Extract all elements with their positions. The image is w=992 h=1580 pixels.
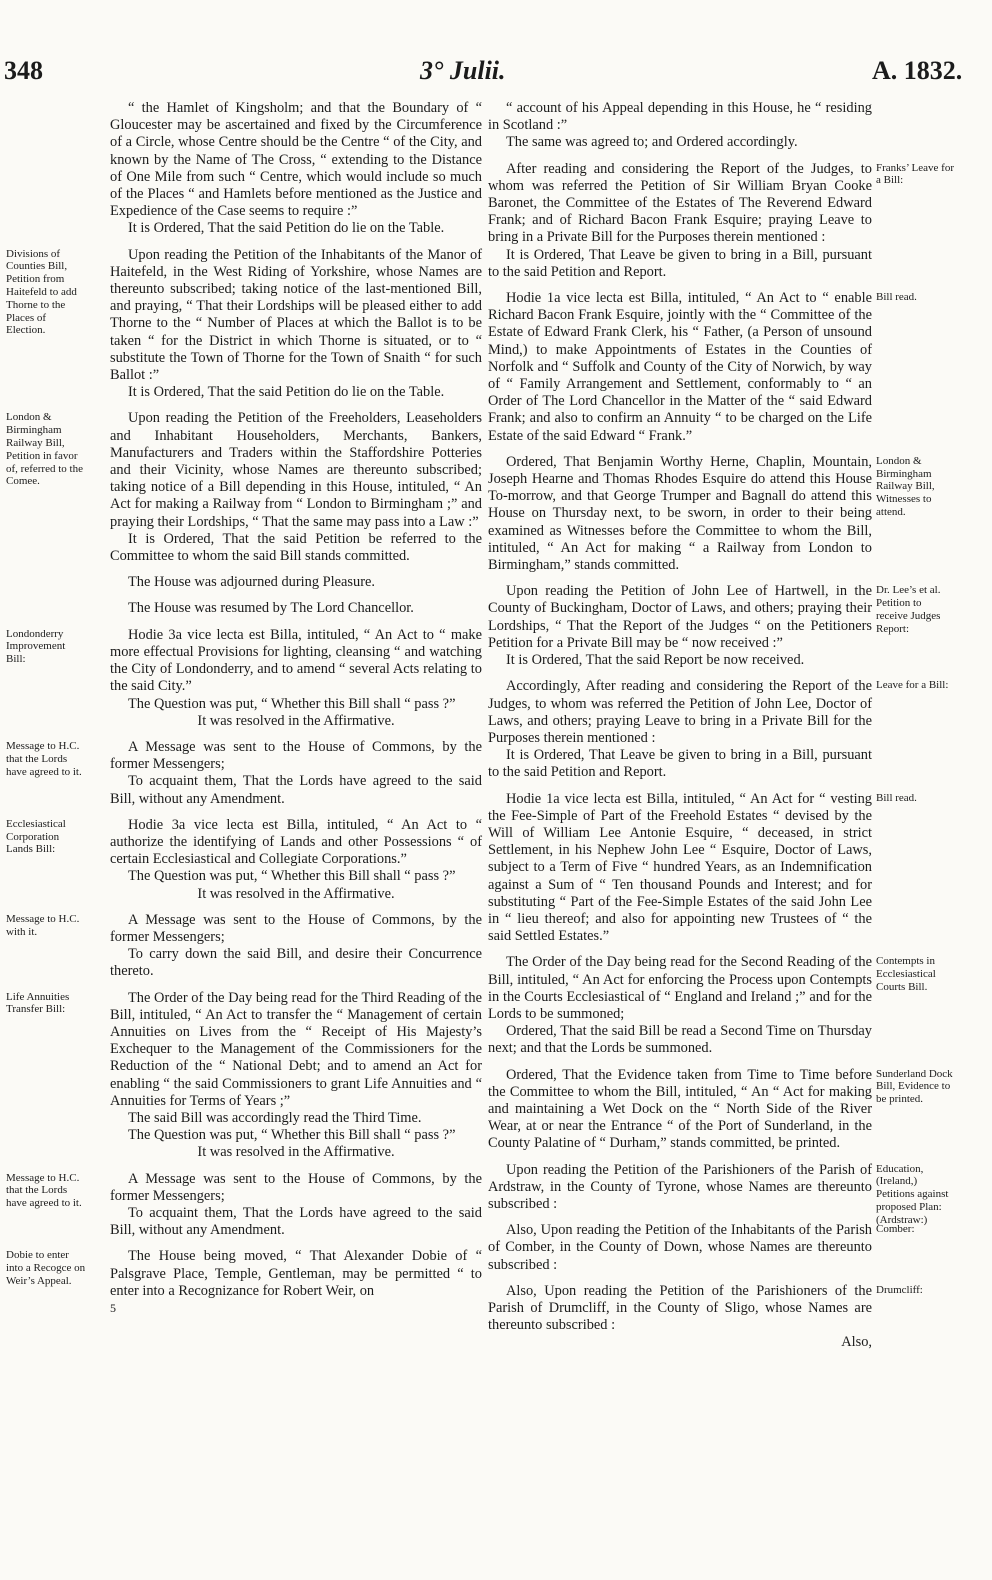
entry — [6, 626, 482, 730]
paragraph: A Message was sent to the House of Commons, by the former Messengers; — [110, 911, 482, 945]
entry — [488, 453, 935, 574]
entry — [488, 583, 941, 669]
margin-note: Life Annuities Transfer Bill: — [6, 990, 70, 1016]
entry — [6, 1170, 482, 1240]
margin-note: Leave for a Bill: — [876, 679, 949, 692]
entry — [6, 410, 482, 565]
paragraph: It was resolved in the Affirmative. — [197, 885, 395, 902]
paragraph: To acquaint them, That the Lords have agreed to the said Bill, without any Amendment. — [110, 773, 482, 807]
paragraph: Also, Upon reading the Petition of the Parishioners of the Parish of Drumcliff, in the County of Sligo, whose Names are thereunto subscribed : — [488, 1282, 872, 1334]
paragraph: The House being moved, “ That Alexander Dobie of “ Palsgrave Place, Temple, Gentleman, may be permitted “ to enter into a Recognizance for Robert Weir, on — [110, 1248, 482, 1299]
margin-note: Dobie to enter into a Recogce on Weir’s Appeal. — [6, 1249, 86, 1287]
paragraph: It is Ordered, That the said Report be now received. — [506, 652, 805, 669]
paragraph: The House was adjourned during Pleasure. — [128, 574, 375, 591]
margin-note: Drumcliff: — [876, 1283, 923, 1296]
paragraph: To acquaint them, That the Lords have agreed to the said Bill, without any Amendment. — [110, 1204, 482, 1239]
page-header — [0, 0, 992, 100]
paragraph: The Question was put, “ Whether this Bill shall “ pass ?” — [128, 868, 456, 885]
margin-note: Bill read. — [876, 791, 917, 804]
paragraph: Accordingly, After reading and considering the Report of the Judges, to whom was referred the Petition of John Lee, Doctor of Laws, and others; praying Leave to bring in a Private Bill for the Purposes therein mentioned : — [488, 678, 872, 746]
paragraph: Hodie 1a vice lecta est Billa, intituled, “ An Act for “ vesting the Fee-Simple of Part of the Freehold Estates “ devised by the Will of William Lee Antonie Esquire, “ deceased, in strict Settlement, in his Nephew John Lee “ Esquire, Doctor of Laws, subject to a Term of Five “ hundred Years, as an Indemnification against a Sum of “ Ten thousand Pounds and Interest; and for substituting “ Part of the Fee-Simple Estates of the said John Lee in “ lieu thereof; and also for appointing new Trustees of “ the said Settled Estates.” — [488, 790, 872, 945]
margin-note: Dr. Lee’s et al. Petition to receive Judges Report: — [876, 584, 941, 635]
signature-mark: 5 — [110, 1301, 116, 1315]
margin-note: London & Birmingham Railway Bill, Witnesses to attend. — [876, 454, 935, 519]
entry — [488, 1161, 949, 1226]
margin-note: Education, (Ireland,) Petitions against proposed Plan: (Ardstraw:) — [876, 1162, 949, 1226]
paragraph: A Message was sent to the House of Commons, by the former Messengers; — [110, 1170, 482, 1204]
entry — [488, 678, 949, 781]
entry — [110, 600, 482, 617]
paragraph: It is Ordered, That Leave be given to bring in a Bill, pursuant to the said Petition and Report. — [488, 246, 872, 280]
entry — [488, 1066, 953, 1153]
entry — [110, 100, 482, 238]
margin-note: Londonderry Improvement Bill: — [6, 627, 66, 666]
margin-note: Message to H.C. that the Lords have agreed to it. — [6, 1171, 82, 1210]
paragraph: “ the Hamlet of Kingsholm; and that the Boundary of “ Gloucester may be ascertained and fixed by the Circumference of a Circle, whose Centre should be the Centre “ of the City, and known by the Name of The Cross, “ extending to the Distance of One Mile from such “ Centre, which would include so much of the Places “ and Hamlets before mentioned as the Justice and Expedience of the Case seems to require :” — [110, 100, 482, 220]
entry — [488, 1282, 923, 1352]
paragraph: Hodie 3a vice lecta est Billa, intituled, “ An Act to “ authorize the identifying of Lands and other Possessions “ of certain Ecclesiastical and Collegiate Corporations.” — [110, 816, 482, 868]
margin-note: Message to H.C. that the Lords have agreed to it. — [6, 739, 82, 778]
paragraph: The Question was put, “ Whether this Bill shall “ pass ?” — [128, 1127, 456, 1144]
paragraph: Hodie 3a vice lecta est Billa, intituled, “ An Act to “ make more effectual Provisions for lighting, cleansing “ and watching the City of Londonderry, and to amend “ several Acts relating to the said City.” — [110, 626, 482, 695]
paragraph: It was resolved in the Affirmative. — [197, 712, 395, 729]
margin-note: Message to H.C. with it. — [6, 912, 80, 938]
paragraph: Upon reading the Petition of the Parishioners of the Parish of Ardstraw, in the County of Tyrone, whose Names are thereunto subscribed : — [488, 1161, 872, 1212]
paragraph: The House was resumed by The Lord Chancellor. — [128, 600, 414, 617]
left-column — [6, 100, 482, 1326]
margin-note: Franks’ Leave for a Bill: — [876, 161, 954, 187]
catchword: Also, — [841, 1334, 872, 1351]
entry — [6, 738, 482, 808]
paragraph: The Order of the Day being read for the Second Reading of the Bill, intituled, “ An Act for enforcing the Process upon Contempts in the Courts Ecclesiastical of “ England and Ireland ;” and for the Lords to be summoned; — [488, 954, 872, 1022]
margin-note: Contempts in Ecclesiastical Courts Bill. — [876, 955, 936, 993]
paragraph: The Question was put, “ Whether this Bill shall “ pass ?” — [128, 695, 456, 712]
margin-note: Sunderland Dock Bill, Evidence to be printed. — [876, 1067, 953, 1106]
entry — [488, 290, 917, 445]
paragraph: It is Ordered, That the said Petition do lie on the Table. — [128, 384, 445, 401]
right-column — [488, 100, 954, 1361]
margin-note: London & Birmingham Railway Bill, Petition in favor of, referred to the Comee. — [6, 411, 83, 488]
margin-note: Comber: — [876, 1223, 915, 1236]
entry — [488, 100, 872, 152]
paragraph: The same was agreed to; and Ordered accordingly. — [506, 134, 798, 151]
entry — [110, 574, 482, 591]
entry — [6, 989, 482, 1162]
paragraph: After reading and considering the Report of the Judges, to whom was referred the Petition of Sir William Bryan Cooke Baronet, the Committee of the Estates of The Reverend Edward Frank; and of Richard Bacon Frank Esquire; praying Leave to bring in a Private Bill for the Purposes therein mentioned : — [488, 160, 872, 246]
paragraph: Ordered, That the Evidence taken from Time to Time before the Committee to whom the Bill, intituled, “ An “ Act for making and maintaining a Wet Dock on the “ North Side of the River Wear, at or near the Entrance “ of the Port of Sunderland, in the County Palatine of “ Durham,” stands committed, be printed. — [488, 1066, 872, 1152]
entry — [6, 1248, 482, 1317]
paragraph: Upon reading the Petition of the Freeholders, Leaseholders and Inhabitant Householders, Merchants, Bankers, Manufacturers and Traders within the Staffordshire Potteries and their Vicinity, whose Names are thereunto subscribed; taking notice of a Bill depending in this House, intituled, “ An Act for making a Railway from “ London to Birmingham ;” and praying their Lordships, “ That the same may pass into a Law :” — [110, 410, 482, 530]
paragraph: Hodie 1a vice lecta est Billa, intituled, “ An Act to “ enable Richard Bacon Frank Esquire, jointly with the “ Committee of the Estate of Edward Frank Clerk, his “ Father, (a Person of unsound Mind,) to make Appointments of Estates in the Counties of Norfolk and “ Suffolk and County of the City of Norwich, by way of “ Family Arrangement and Settlement, conformably to “ an Order of The Lord Chancellor in the Matter of the “ said Edward Frank; and also to confirm an Annuity “ to be charged on the Life Estate of the said Edward “ Frank.” — [488, 290, 872, 444]
paragraph: It is Ordered, That the said Petition do lie on the Table. — [128, 220, 445, 237]
entry — [488, 790, 917, 946]
entry — [488, 1222, 915, 1274]
page-number: 348 — [4, 56, 43, 85]
page-year: A. 1832. — [872, 56, 963, 85]
entry — [6, 816, 482, 903]
paragraph: It is Ordered, That the said Petition be referred to the Committee to whom the said Bill stands committed. — [110, 530, 482, 565]
entry — [488, 160, 954, 281]
paragraph: “ account of his Appeal depending in this House, he “ residing in Scotland :” — [488, 100, 872, 134]
paragraph: Ordered, That the said Bill be read a Second Time on Thursday next; and that the Lords be summoned. — [488, 1023, 872, 1057]
entry — [6, 246, 482, 402]
paragraph: Upon reading the Petition of John Lee of Hartwell, in the County of Buckingham, Doctor of Laws, and others; praying their Lordships, “ That the Report of the Judges “ on the Petitioners Petition for a Private Bill may be “ now received :” — [488, 583, 872, 651]
paragraph: A Message was sent to the House of Commons, by the former Messengers; — [110, 738, 482, 773]
margin-note: Divisions of Counties Bill, Petition from Haitefeld to add Thorne to the Places of Election. — [6, 247, 77, 337]
paragraph: Upon reading the Petition of the Inhabitants of the Manor of Haitefeld, in the West Riding of Yorkshire, whose Names are thereunto subscribed; taking notice of the last-mentioned Bill, and praying, “ That their Lordships will be pleased either to add Thorne to the “ Number of Places at which the Ballot is to be taken “ for the District in which Thorne is situated, or to “ substitute the Town of Thorne for the Town of Snaith “ for such Ballot :” — [110, 246, 482, 384]
paragraph: It is Ordered, That Leave be given to bring in a Bill, pursuant to the said Petition and Report. — [488, 747, 872, 781]
margin-note: Bill read. — [876, 291, 917, 304]
paragraph: It was resolved in the Affirmative. — [197, 1144, 395, 1161]
entry — [6, 911, 482, 981]
paragraph: The Order of the Day being read for the Third Reading of the Bill, intituled, “ An Act to transfer the “ Management of certain Annuities on Lives from the “ Receipt of His Majesty’s Exchequer to the Management of the Commissioners for the Reduction of the “ National Debt; and to amend an Act for enabling “ the said Commissioners to grant Life Annuities and “ Annuities for Terms of Years ;” — [110, 989, 482, 1109]
paragraph: Ordered, That Benjamin Worthy Herne, Chaplin, Mountain, Joseph Hearne and Thomas Rhodes Esquire do attend this House To-morrow, and that George Trumper and Bagnall do attend this House on Thursday next, to be sworn, in order to their being examined as Witnesses before the Committee to whom the Bill, intituled, “ An Act for making “ a Railway from London to Birmingham,” stands committed. — [488, 453, 872, 574]
page-date: 3° Julii. — [420, 56, 506, 85]
paragraph: Also, Upon reading the Petition of the Inhabitants of the Parish of Comber, in the County of Down, whose Names are thereunto subscribed : — [488, 1222, 872, 1273]
paragraph: To carry down the said Bill, and desire their Concurrence thereto. — [110, 946, 482, 980]
entry — [488, 954, 936, 1057]
paragraph: The said Bill was accordingly read the Third Time. — [128, 1109, 422, 1126]
margin-note: Ecclesiastical Corporation Lands Bill: — [6, 817, 66, 856]
